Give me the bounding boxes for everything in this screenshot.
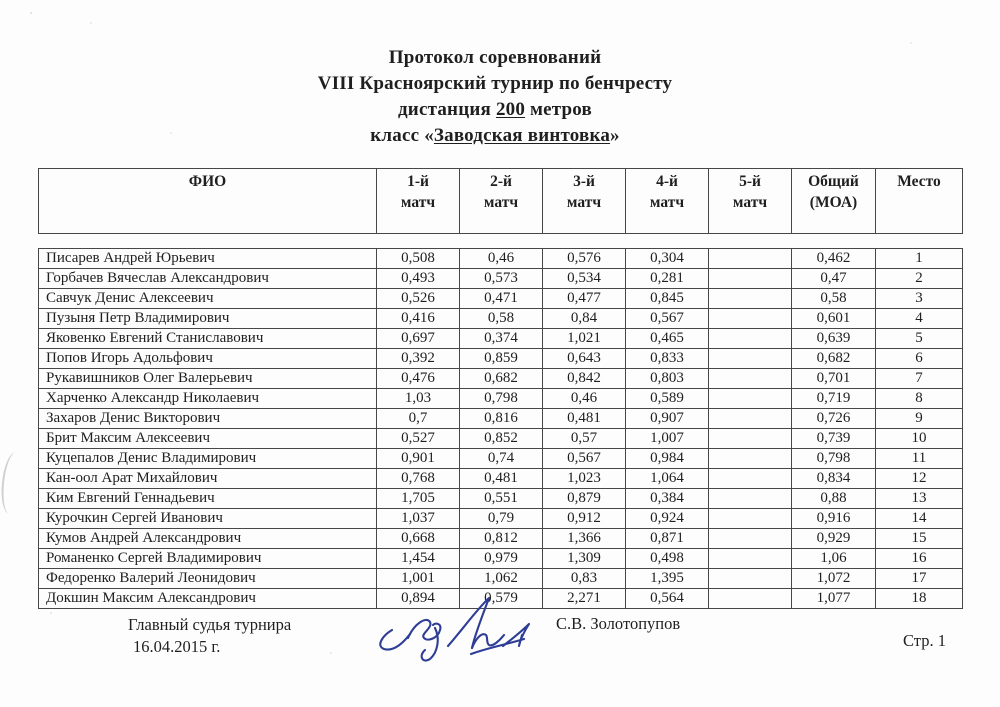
cell-m1: 0,697 (377, 329, 460, 349)
table-row (39, 529, 963, 549)
scan-artifact-arc (0, 451, 23, 515)
cell-m5 (709, 409, 792, 429)
cell-m3: 0,46 (543, 389, 626, 409)
cell-m5 (709, 309, 792, 329)
cell-m4: 0,924 (626, 509, 709, 529)
cell-total: 0,639 (792, 329, 876, 349)
cell-name: Романенко Сергей Владимирович (39, 549, 377, 569)
table-row (39, 309, 963, 329)
cell-m4: 0,564 (626, 589, 709, 609)
cell-m5 (709, 449, 792, 469)
cell-place: 9 (876, 409, 963, 429)
cell-total: 0,88 (792, 489, 876, 509)
cell-m4: 0,384 (626, 489, 709, 509)
cell-name: Кумов Андрей Александрович (39, 529, 377, 549)
cell-m3: 0,912 (543, 509, 626, 529)
cell-m1: 0,416 (377, 309, 460, 329)
cell-place: 18 (876, 589, 963, 609)
cell-m5 (709, 469, 792, 489)
cell-place: 17 (876, 569, 963, 589)
col-header-match4: 4-й матч (626, 169, 709, 234)
cell-name: Ким Евгений Геннадьевич (39, 489, 377, 509)
cell-m3: 0,83 (543, 569, 626, 589)
cell-total: 0,462 (792, 249, 876, 269)
cell-place: 2 (876, 269, 963, 289)
cell-m5 (709, 529, 792, 549)
cell-m5 (709, 369, 792, 389)
cell-place: 3 (876, 289, 963, 309)
cell-m2: 0,859 (460, 349, 543, 369)
cell-m4: 0,465 (626, 329, 709, 349)
cell-name: Рукавишников Олег Валерьевич (39, 369, 377, 389)
table-row (39, 569, 963, 589)
col-header-match1: 1-й матч (377, 169, 460, 234)
cell-m5 (709, 269, 792, 289)
cell-m1: 0,901 (377, 449, 460, 469)
cell-m3: 0,842 (543, 369, 626, 389)
cell-total: 0,58 (792, 289, 876, 309)
title-line-2: VIII Красноярский турнир по бенчресту (317, 73, 673, 94)
cell-m3: 0,57 (543, 429, 626, 449)
cell-name: Савчук Денис Алексеевич (39, 289, 377, 309)
cell-m4: 0,589 (626, 389, 709, 409)
cell-m5 (709, 569, 792, 589)
cell-total: 0,601 (792, 309, 876, 329)
cell-name: Яковенко Евгений Станиславович (39, 329, 377, 349)
cell-m2: 0,812 (460, 529, 543, 549)
cell-m4: 0,907 (626, 409, 709, 429)
col-header-total-moa: Общий (МОА) (792, 169, 876, 234)
cell-name: Федоренко Валерий Леонидович (39, 569, 377, 589)
cell-total: 0,719 (792, 389, 876, 409)
cell-place: 8 (876, 389, 963, 409)
judge-label: Главный судья турнира (128, 615, 292, 634)
cell-place: 16 (876, 549, 963, 569)
cell-name: Харченко Александр Николаевич (39, 389, 377, 409)
table-row (39, 289, 963, 309)
distance-value: 200 (495, 99, 526, 120)
cell-m4: 1,064 (626, 469, 709, 489)
table-row (39, 389, 963, 409)
col-header-place: Место (876, 169, 963, 234)
table-row (39, 549, 963, 569)
cell-place: 15 (876, 529, 963, 549)
cell-m2: 0,374 (460, 329, 543, 349)
table-row (39, 349, 963, 369)
cell-m5 (709, 249, 792, 269)
cell-m3: 2,271 (543, 589, 626, 609)
cell-total: 0,701 (792, 369, 876, 389)
cell-total: 0,682 (792, 349, 876, 369)
judge-name: С.В. Золотопупов (556, 614, 681, 633)
table-row (39, 269, 963, 289)
cell-m1: 1,03 (377, 389, 460, 409)
cell-m4: 0,871 (626, 529, 709, 549)
cell-m3: 0,643 (543, 349, 626, 369)
cell-name: Курочкин Сергей Иванович (39, 509, 377, 529)
cell-m2: 0,798 (460, 389, 543, 409)
cell-place: 11 (876, 449, 963, 469)
cell-m1: 1,454 (377, 549, 460, 569)
cell-m4: 0,845 (626, 289, 709, 309)
cell-place: 5 (876, 329, 963, 349)
cell-total: 0,916 (792, 509, 876, 529)
results-body (39, 249, 963, 609)
title-line-1: Протокол соревнований (388, 47, 602, 68)
judge-signature-handwritten (372, 594, 537, 664)
cell-name: Куцепалов Денис Владимирович (39, 449, 377, 469)
cell-m3: 1,366 (543, 529, 626, 549)
table-row (39, 509, 963, 529)
cell-place: 7 (876, 369, 963, 389)
col-header-match5: 5-й матч (709, 169, 792, 234)
cell-m3: 0,84 (543, 309, 626, 329)
cell-m2: 0,979 (460, 549, 543, 569)
cell-m3: 0,567 (543, 449, 626, 469)
cell-m1: 1,001 (377, 569, 460, 589)
results-header-table (38, 168, 963, 234)
cell-total: 1,072 (792, 569, 876, 589)
cell-m1: 0,894 (377, 589, 460, 609)
cell-name: Пузыня Петр Владимирович (39, 309, 377, 329)
col-header-fio: ФИО (39, 169, 377, 234)
cell-name: Писарев Андрей Юрьевич (39, 249, 377, 269)
cell-m3: 1,021 (543, 329, 626, 349)
cell-m3: 0,576 (543, 249, 626, 269)
cell-m4: 1,395 (626, 569, 709, 589)
table-row (39, 409, 963, 429)
cell-total: 0,834 (792, 469, 876, 489)
cell-m2: 0,816 (460, 409, 543, 429)
cell-m4: 0,498 (626, 549, 709, 569)
table-row (39, 429, 963, 449)
cell-m2: 0,46 (460, 249, 543, 269)
cell-m4: 0,984 (626, 449, 709, 469)
cell-m1: 0,527 (377, 429, 460, 449)
cell-m5 (709, 429, 792, 449)
cell-m4: 0,281 (626, 269, 709, 289)
table-row (39, 249, 963, 269)
cell-m2: 1,062 (460, 569, 543, 589)
cell-name: Попов Игорь Адольфович (39, 349, 377, 369)
document-title-block (0, 45, 990, 149)
cell-place: 4 (876, 309, 963, 329)
cell-name: Докшин Максим Александрович (39, 589, 377, 609)
cell-place: 12 (876, 469, 963, 489)
judge-signature-block (128, 614, 291, 658)
table-row (39, 489, 963, 509)
table-row (39, 329, 963, 349)
header-row (39, 169, 963, 234)
cell-m5 (709, 549, 792, 569)
cell-total: 0,929 (792, 529, 876, 549)
table-row (39, 469, 963, 489)
class-line: класс «Заводская винтовка» (370, 125, 620, 146)
cell-m5 (709, 349, 792, 369)
cell-m3: 0,481 (543, 409, 626, 429)
cell-m2: 0,471 (460, 289, 543, 309)
results-table (38, 248, 963, 609)
table-row (39, 449, 963, 469)
cell-m5 (709, 289, 792, 309)
cell-name: Захаров Денис Викторович (39, 409, 377, 429)
cell-total: 0,726 (792, 409, 876, 429)
cell-name: Горбачев Вячеслав Александрович (39, 269, 377, 289)
cell-total: 1,077 (792, 589, 876, 609)
cell-total: 1,06 (792, 549, 876, 569)
scan-speck (30, 12, 32, 14)
cell-m2: 0,74 (460, 449, 543, 469)
cell-m2: 0,682 (460, 369, 543, 389)
cell-place: 10 (876, 429, 963, 449)
cell-total: 0,739 (792, 429, 876, 449)
col-header-match2: 2-й матч (460, 169, 543, 234)
cell-m5 (709, 489, 792, 509)
cell-m3: 1,023 (543, 469, 626, 489)
cell-m1: 0,392 (377, 349, 460, 369)
cell-m5 (709, 589, 792, 609)
cell-m2: 0,579 (460, 589, 543, 609)
distance-line: дистанция 200 метров (398, 99, 592, 120)
cell-m2: 0,852 (460, 429, 543, 449)
cell-m4: 0,304 (626, 249, 709, 269)
cell-m1: 0,476 (377, 369, 460, 389)
col-header-match3: 3-й матч (543, 169, 626, 234)
cell-m1: 0,526 (377, 289, 460, 309)
cell-m2: 0,573 (460, 269, 543, 289)
cell-m5 (709, 389, 792, 409)
cell-m4: 1,007 (626, 429, 709, 449)
cell-m5 (709, 329, 792, 349)
cell-m1: 0,7 (377, 409, 460, 429)
cell-m1: 0,508 (377, 249, 460, 269)
cell-m1: 1,037 (377, 509, 460, 529)
cell-total: 0,798 (792, 449, 876, 469)
cell-name: Кан-оол Арат Михайлович (39, 469, 377, 489)
cell-m5 (709, 509, 792, 529)
cell-place: 6 (876, 349, 963, 369)
cell-m2: 0,79 (460, 509, 543, 529)
cell-place: 13 (876, 489, 963, 509)
cell-m1: 1,705 (377, 489, 460, 509)
protocol-date: 16.04.2015 г. (133, 637, 221, 656)
cell-m4: 0,803 (626, 369, 709, 389)
cell-m1: 0,768 (377, 469, 460, 489)
cell-total: 0,47 (792, 269, 876, 289)
class-value: Заводская винтовка (433, 125, 611, 146)
page-number: Стр. 1 (903, 631, 946, 650)
cell-m3: 1,309 (543, 549, 626, 569)
cell-m2: 0,481 (460, 469, 543, 489)
cell-m3: 0,534 (543, 269, 626, 289)
cell-name: Брит Максим Алексеевич (39, 429, 377, 449)
cell-m4: 0,833 (626, 349, 709, 369)
cell-m1: 0,493 (377, 269, 460, 289)
cell-m3: 0,879 (543, 489, 626, 509)
cell-m3: 0,477 (543, 289, 626, 309)
cell-place: 1 (876, 249, 963, 269)
table-row (39, 369, 963, 389)
cell-place: 14 (876, 509, 963, 529)
cell-m4: 0,567 (626, 309, 709, 329)
cell-m1: 0,668 (377, 529, 460, 549)
cell-m2: 0,551 (460, 489, 543, 509)
cell-m2: 0,58 (460, 309, 543, 329)
